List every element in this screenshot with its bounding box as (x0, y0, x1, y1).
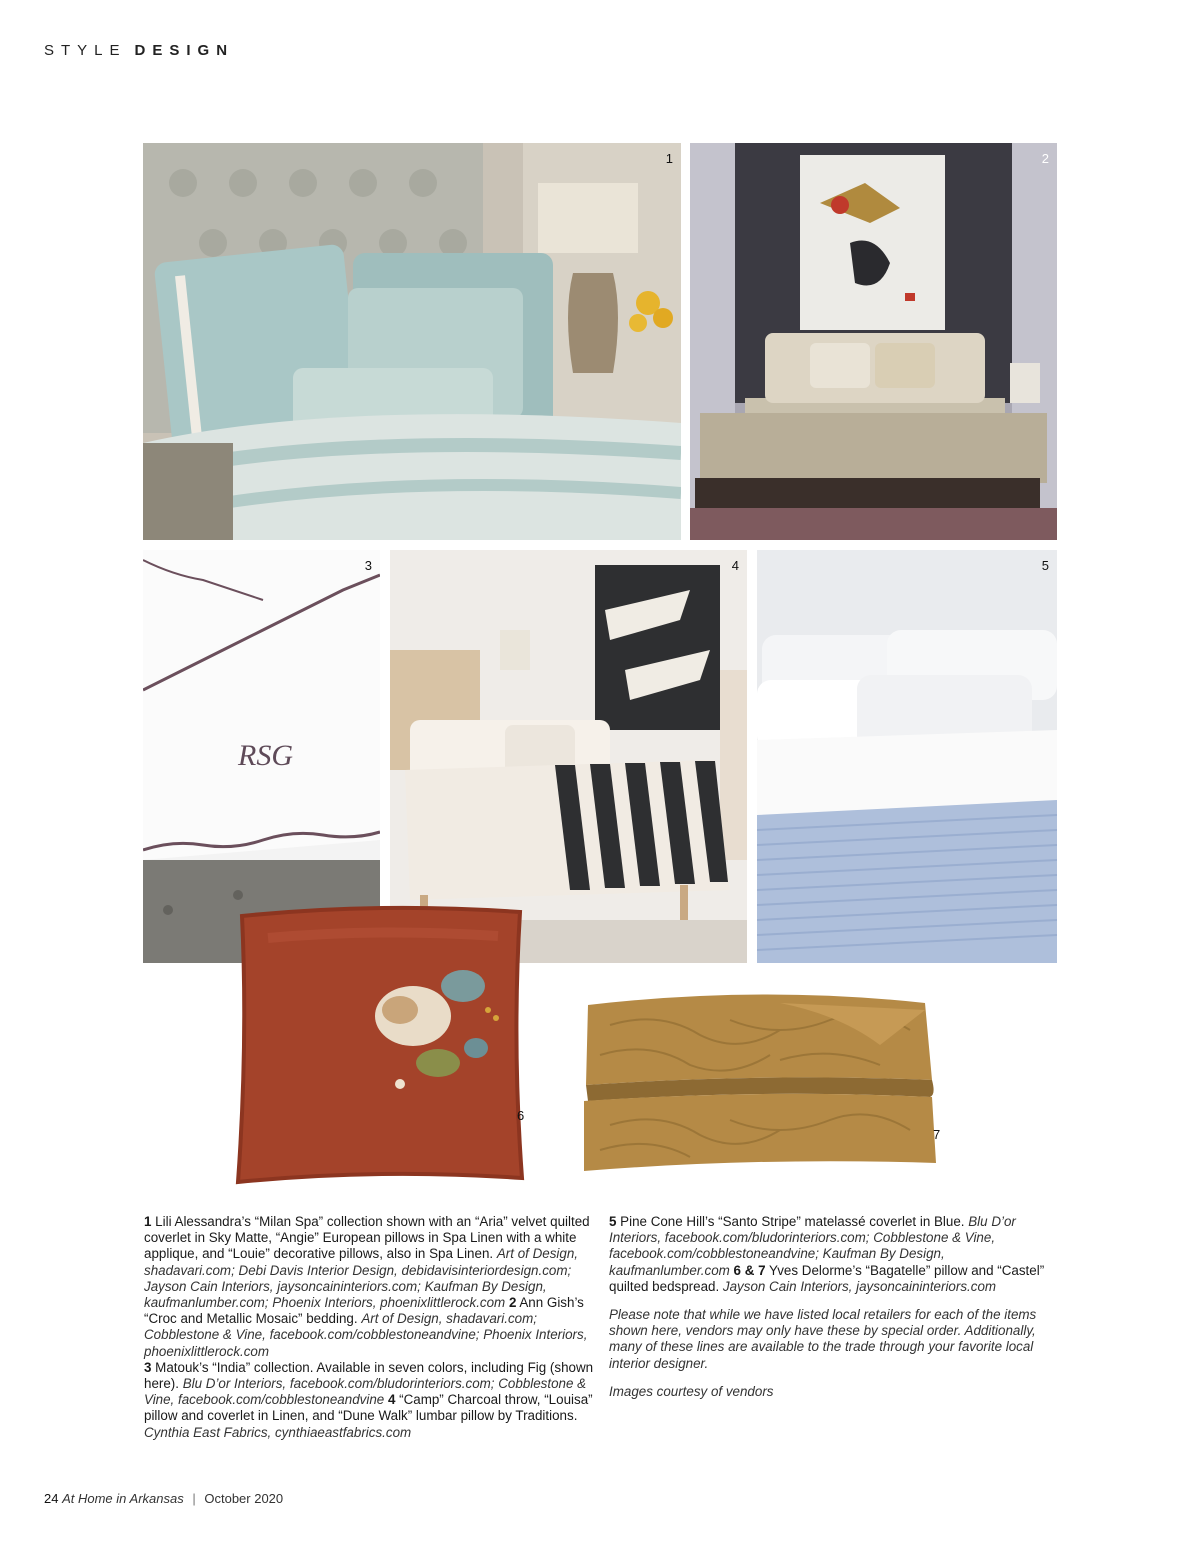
product-number: 6 (517, 1108, 525, 1123)
photo-croc-mosaic-bedding (690, 143, 1057, 540)
footer-separator: | (192, 1491, 196, 1506)
product-castel-bedspread (580, 985, 942, 1173)
caption-description: “Camp” Charcoal throw, “Louisa” pillow and coverlet in Linen, and “Dune Walk” lumbar pillow by Traditions. (144, 1392, 593, 1424)
caption-text (609, 1214, 1059, 1295)
image-credit: Images courtesy of vendors (609, 1383, 774, 1399)
caption-vendors: Blu D’or Interiors, facebook.com/bludorinteriors.com; Cobblestone & Vine, facebook.com/cobblestoneandvine (144, 1376, 587, 1408)
caption-vendors: Art of Design, shadavari.com; Cobblestone & Vine, facebook.com/cobblestoneandvine; Phoenix Interiors, phoenixlittlerock.com (144, 1311, 588, 1359)
issue-date: October 2020 (204, 1491, 284, 1506)
caption-text (144, 1214, 594, 1441)
photo-number: 1 (665, 151, 673, 166)
caption-number: 3 (144, 1359, 152, 1375)
photo-number: 3 (364, 558, 372, 573)
bedroom-illustration-1 (143, 143, 681, 540)
photo-number: 5 (1041, 558, 1049, 573)
photo-santo-stripe-coverlet (757, 550, 1057, 963)
product-bagatelle-pillow (228, 898, 532, 1188)
photo-number: 4 (731, 558, 739, 573)
caption-description: Pine Cone Hill’s “Santo Stripe” matelassé coverlet in Blue. (616, 1214, 969, 1229)
caption-number: 5 (609, 1214, 617, 1229)
caption-description: Matouk’s “India” collection. Available in seven colors, including Fig (shown here). (144, 1359, 594, 1392)
caption-column-left (144, 1214, 594, 1441)
bedspread-illustration (580, 985, 942, 1173)
photo-number: 2 (1041, 151, 1049, 166)
caption-vendors: Blu D’or Interiors, facebook.com/bludorinteriors.com; Cobblestone & Vine, facebook.com/cobblestoneandvine; Kaufman By Design, kaufmanlumber.com (609, 1214, 1016, 1278)
caption-vendors: Art of Design, shadavari.com; Debi Davis Interior Design, debidavisinteriordesign.com; Jayson Cain Interiors, jaysoncaininteriors.com; Kaufman By Design, kaufmanlumber.com; Phoenix Interiors, phoenixlittlerock.com (144, 1246, 578, 1311)
bedroom-illustration-2 (690, 143, 1057, 540)
caption-number: 4 (384, 1392, 396, 1408)
svg-text:RSG: RSG (238, 739, 293, 772)
caption-description: Ann Gish’s “Croc and Metallic Mosaic” bedding. (144, 1295, 584, 1327)
magazine-name: At Home in Arkansas (62, 1491, 184, 1506)
section-label: STYLE (44, 42, 127, 59)
page-footer (44, 1491, 283, 1506)
caption-description: Yves Delorme’s “Bagatelle” pillow and “Castel” quilted bedspread. (609, 1262, 1045, 1294)
caption-description: Lili Alessandra’s “Milan Spa” collection shown with an “Aria” velvet quilted coverlet in Sky Matte, “Angie” European pillows in Spa Linen with a white applique, and “Louie” decorative pillows, also in Spa Linen. (144, 1214, 590, 1262)
caption-vendors: Cynthia East Fabrics, cynthiaeastfabrics.com (144, 1424, 412, 1440)
caption-number: 6 & 7 (729, 1262, 766, 1278)
subsection-label: DESIGN (134, 42, 235, 59)
bedroom-illustration-5 (757, 550, 1057, 963)
caption-vendors: Jayson Cain Interiors, jaysoncaininteriors.com (722, 1278, 997, 1294)
caption-number: 2 (505, 1295, 517, 1311)
photo-milan-spa-bedding (143, 143, 681, 540)
retailer-note: Please note that while we have listed local retailers for each of the items shown here, vendors may only have these by special order. Additionally, many of these lines are available to the trade through your favorite local interior designer. (609, 1307, 1037, 1371)
caption-number: 1 (144, 1214, 152, 1229)
product-number: 7 (933, 1127, 941, 1142)
caption-column-right (609, 1214, 1059, 1400)
page-number: 24 (44, 1491, 59, 1506)
section-header (44, 42, 234, 59)
pillow-illustration (228, 898, 532, 1188)
